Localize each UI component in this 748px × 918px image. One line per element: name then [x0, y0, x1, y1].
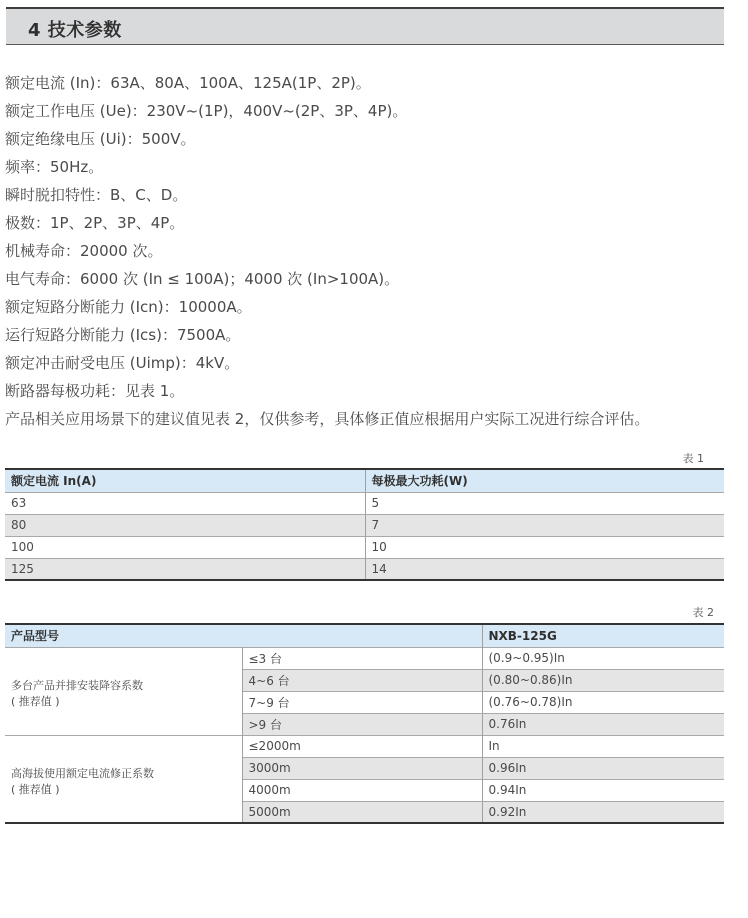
table-cell: 7~9 台 — [242, 691, 482, 713]
group-label-altitude — [5, 735, 242, 823]
table-cell: 63 — [5, 492, 365, 514]
spec-insulation-voltage: 额定绝缘电压 (Ui)：500V。 — [5, 130, 196, 148]
spec-rated-current: 额定电流 (In)：63A、80A、100A、125A(1P、2P)。 — [5, 74, 371, 92]
table-cell: ≤3 台 — [242, 647, 482, 669]
derating-table — [5, 623, 724, 824]
group-label-text: 高海拔使用额定电流修正系数 — [11, 766, 154, 780]
power-loss-table — [5, 468, 724, 581]
spec-table2-note: 产品相关应用场景下的建议值见表 2，仅供参考，具体修正值应根据用户实际工况进行综合评估。 — [5, 410, 650, 428]
model-name-header: NXB-125G — [482, 624, 724, 647]
group-label-derating — [5, 647, 242, 735]
spec-mechanical-life: 机械寿命：20000 次。 — [5, 242, 163, 260]
spec-trip-characteristic: 瞬时脱扣特性：B、C、D。 — [5, 186, 188, 204]
spec-uimp: 额定冲击耐受电压 (Uimp)：4kV。 — [5, 354, 240, 372]
group-label-note: ( 推荐值 ) — [11, 782, 60, 796]
table-row — [5, 536, 724, 558]
table-cell: (0.9~0.95)In — [482, 647, 724, 669]
spec-power-loss: 断路器每极功耗：见表 1。 — [5, 382, 185, 400]
table-cell: 0.92In — [482, 801, 724, 823]
group-label-note: ( 推荐值 ) — [11, 695, 60, 708]
table-cell: >9 台 — [242, 713, 482, 735]
table-header-cell: 每极最大功耗(W) — [365, 469, 724, 492]
spec-frequency: 频率：50Hz。 — [5, 158, 104, 176]
table-cell: In — [482, 735, 724, 757]
spec-electrical-life: 电气寿命：6000 次 (In ≤ 100A)；4000 次 (In>100A)。 — [5, 270, 400, 288]
table2-caption: 表 2 — [692, 606, 714, 619]
table-cell: 10 — [365, 536, 724, 558]
table-cell: 14 — [365, 558, 724, 580]
table-cell: 4000m — [242, 779, 482, 801]
table-header-cell: 额定电流 In(A) — [5, 469, 365, 492]
table-row — [5, 558, 724, 580]
table-row — [5, 492, 724, 514]
table-cell: 7 — [365, 514, 724, 536]
table-cell: 0.76In — [482, 713, 724, 735]
section-title: 4 技术参数 — [28, 20, 122, 41]
group-label-text: 多台产品并排安装降容系数 — [11, 679, 143, 692]
table-cell: 4~6 台 — [242, 669, 482, 691]
table1-caption: 表 1 — [682, 452, 704, 465]
spec-ics: 运行短路分断能力 (Ics)：7500A。 — [5, 326, 241, 344]
section-header — [6, 7, 724, 45]
table-cell: 80 — [5, 514, 365, 536]
table-row — [5, 514, 724, 536]
table-header-row — [5, 624, 724, 647]
spec-poles: 极数：1P、2P、3P、4P。 — [5, 214, 185, 232]
table-cell: 5000m — [242, 801, 482, 823]
table-cell: (0.80~0.86)In — [482, 669, 724, 691]
table-header-row — [5, 469, 724, 492]
spec-icn: 额定短路分断能力 (Icn)：10000A。 — [5, 298, 252, 316]
spec-list — [5, 72, 735, 436]
table-cell: 0.94In — [482, 779, 724, 801]
table-cell: 5 — [365, 492, 724, 514]
table-cell: ≤2000m — [242, 735, 482, 757]
table-cell: 0.96In — [482, 757, 724, 779]
table-cell: 125 — [5, 558, 365, 580]
table-cell: 100 — [5, 536, 365, 558]
product-model-header: 产品型号 — [5, 624, 482, 647]
table-row — [5, 735, 724, 757]
table-cell: 3000m — [242, 757, 482, 779]
table-row — [5, 647, 724, 669]
table-cell: (0.76~0.78)In — [482, 691, 724, 713]
spec-rated-voltage: 额定工作电压 (Ue)：230V~(1P)，400V~(2P、3P、4P)。 — [5, 102, 408, 120]
